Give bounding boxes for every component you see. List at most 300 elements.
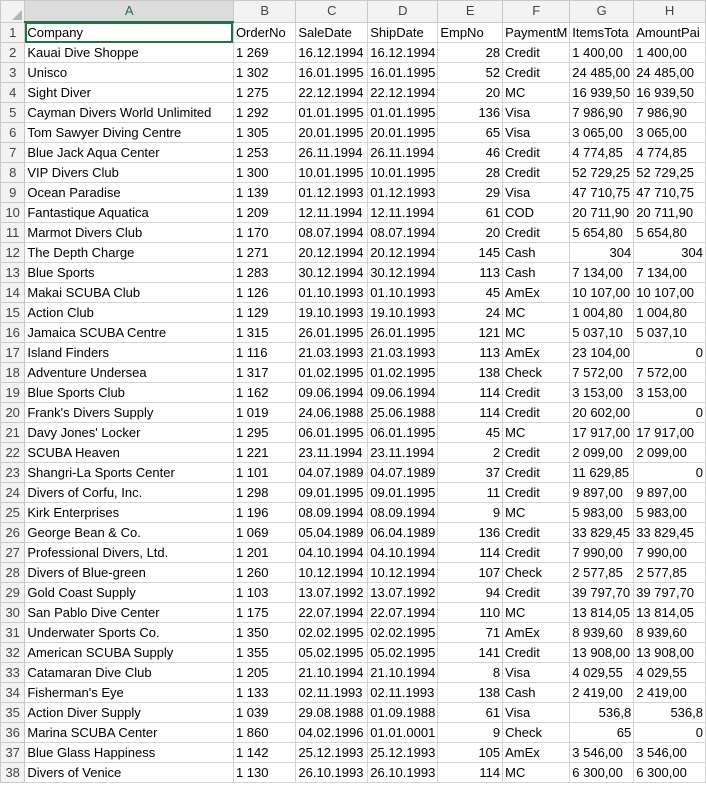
cell-e17[interactable]: 113 [438, 343, 503, 363]
cell-b29[interactable]: 1 103 [233, 583, 295, 603]
cell-g10[interactable]: 20 711,90 [570, 203, 634, 223]
cell-e22[interactable]: 2 [438, 443, 503, 463]
cell-a24[interactable]: Divers of Corfu, Inc. [25, 483, 234, 503]
cell-c2[interactable]: 16.12.1994 [296, 43, 368, 63]
cell-f13[interactable]: Cash [503, 263, 570, 283]
cell-b1[interactable]: OrderNo [233, 22, 295, 43]
cell-f26[interactable]: Credit [503, 523, 570, 543]
row-header-3[interactable]: 3 [1, 63, 25, 83]
cell-a3[interactable]: Unisco [25, 63, 234, 83]
cell-d6[interactable]: 20.01.1995 [368, 123, 438, 143]
cell-h18[interactable]: 7 572,00 [634, 363, 706, 383]
cell-b19[interactable]: 1 162 [233, 383, 295, 403]
cell-b21[interactable]: 1 295 [233, 423, 295, 443]
cell-a15[interactable]: Action Club [25, 303, 234, 323]
row-header-16[interactable]: 16 [1, 323, 25, 343]
cell-h26[interactable]: 33 829,45 [634, 523, 706, 543]
cell-a1[interactable]: Company [25, 22, 234, 43]
cell-g27[interactable]: 7 990,00 [570, 543, 634, 563]
cell-f1[interactable]: PaymentM [503, 22, 570, 43]
cell-h37[interactable]: 3 546,00 [634, 743, 706, 763]
cell-e14[interactable]: 45 [438, 283, 503, 303]
cell-d5[interactable]: 01.01.1995 [368, 103, 438, 123]
cell-c18[interactable]: 01.02.1995 [296, 363, 368, 383]
cell-e7[interactable]: 46 [438, 143, 503, 163]
cell-a4[interactable]: Sight Diver [25, 83, 234, 103]
cell-g28[interactable]: 2 577,85 [570, 563, 634, 583]
cell-h29[interactable]: 39 797,70 [634, 583, 706, 603]
column-header-e[interactable]: E [438, 1, 503, 23]
cell-g24[interactable]: 9 897,00 [570, 483, 634, 503]
cell-a33[interactable]: Catamaran Dive Club [25, 663, 234, 683]
cell-e32[interactable]: 141 [438, 643, 503, 663]
cell-h15[interactable]: 1 004,80 [634, 303, 706, 323]
cell-g30[interactable]: 13 814,05 [570, 603, 634, 623]
cell-f8[interactable]: Credit [503, 163, 570, 183]
cell-g35[interactable]: 536,8 [570, 703, 634, 723]
cell-c30[interactable]: 22.07.1994 [296, 603, 368, 623]
cell-a2[interactable]: Kauai Dive Shoppe [25, 43, 234, 63]
cell-f35[interactable]: Visa [503, 703, 570, 723]
cell-d3[interactable]: 16.01.1995 [368, 63, 438, 83]
cell-e30[interactable]: 110 [438, 603, 503, 623]
cell-e21[interactable]: 45 [438, 423, 503, 443]
cell-b22[interactable]: 1 221 [233, 443, 295, 463]
cell-h13[interactable]: 7 134,00 [634, 263, 706, 283]
cell-g34[interactable]: 2 419,00 [570, 683, 634, 703]
cell-b23[interactable]: 1 101 [233, 463, 295, 483]
cell-b38[interactable]: 1 130 [233, 763, 295, 783]
cell-d15[interactable]: 19.10.1993 [368, 303, 438, 323]
row-header-35[interactable]: 35 [1, 703, 25, 723]
cell-d32[interactable]: 05.02.1995 [368, 643, 438, 663]
cell-d28[interactable]: 10.12.1994 [368, 563, 438, 583]
cell-c28[interactable]: 10.12.1994 [296, 563, 368, 583]
cell-e18[interactable]: 138 [438, 363, 503, 383]
cell-d14[interactable]: 01.10.1993 [368, 283, 438, 303]
cell-b2[interactable]: 1 269 [233, 43, 295, 63]
cell-f12[interactable]: Cash [503, 243, 570, 263]
cell-g38[interactable]: 6 300,00 [570, 763, 634, 783]
cell-c17[interactable]: 21.03.1993 [296, 343, 368, 363]
row-header-2[interactable]: 2 [1, 43, 25, 63]
cell-b13[interactable]: 1 283 [233, 263, 295, 283]
row-header-14[interactable]: 14 [1, 283, 25, 303]
cell-h31[interactable]: 8 939,60 [634, 623, 706, 643]
row-header-22[interactable]: 22 [1, 443, 25, 463]
cell-d19[interactable]: 09.06.1994 [368, 383, 438, 403]
cell-b36[interactable]: 1 860 [233, 723, 295, 743]
row-header-21[interactable]: 21 [1, 423, 25, 443]
column-header-a[interactable]: A [25, 1, 234, 23]
cell-d21[interactable]: 06.01.1995 [368, 423, 438, 443]
cell-d7[interactable]: 26.11.1994 [368, 143, 438, 163]
cell-g18[interactable]: 7 572,00 [570, 363, 634, 383]
cell-h36[interactable]: 0 [634, 723, 706, 743]
cell-h4[interactable]: 16 939,50 [634, 83, 706, 103]
cell-e1[interactable]: EmpNo [438, 22, 503, 43]
row-header-8[interactable]: 8 [1, 163, 25, 183]
cell-f11[interactable]: Credit [503, 223, 570, 243]
cell-h32[interactable]: 13 908,00 [634, 643, 706, 663]
cell-a5[interactable]: Cayman Divers World Unlimited [25, 103, 234, 123]
cell-g17[interactable]: 23 104,00 [570, 343, 634, 363]
row-header-11[interactable]: 11 [1, 223, 25, 243]
cell-a27[interactable]: Professional Divers, Ltd. [25, 543, 234, 563]
row-header-30[interactable]: 30 [1, 603, 25, 623]
row-header-25[interactable]: 25 [1, 503, 25, 523]
cell-h22[interactable]: 2 099,00 [634, 443, 706, 463]
cell-b12[interactable]: 1 271 [233, 243, 295, 263]
row-header-33[interactable]: 33 [1, 663, 25, 683]
cell-f9[interactable]: Visa [503, 183, 570, 203]
cell-f30[interactable]: MC [503, 603, 570, 623]
cell-a25[interactable]: Kirk Enterprises [25, 503, 234, 523]
cell-h16[interactable]: 5 037,10 [634, 323, 706, 343]
cell-g19[interactable]: 3 153,00 [570, 383, 634, 403]
column-header-c[interactable]: C [296, 1, 368, 23]
cell-h35[interactable]: 536,8 [634, 703, 706, 723]
cell-g25[interactable]: 5 983,00 [570, 503, 634, 523]
cell-e29[interactable]: 94 [438, 583, 503, 603]
cell-c33[interactable]: 21.10.1994 [296, 663, 368, 683]
cell-d35[interactable]: 01.09.1988 [368, 703, 438, 723]
cell-a31[interactable]: Underwater Sports Co. [25, 623, 234, 643]
cell-b24[interactable]: 1 298 [233, 483, 295, 503]
cell-c32[interactable]: 05.02.1995 [296, 643, 368, 663]
row-header-28[interactable]: 28 [1, 563, 25, 583]
cell-e3[interactable]: 52 [438, 63, 503, 83]
cell-c27[interactable]: 04.10.1994 [296, 543, 368, 563]
row-header-10[interactable]: 10 [1, 203, 25, 223]
cell-g33[interactable]: 4 029,55 [570, 663, 634, 683]
cell-g4[interactable]: 16 939,50 [570, 83, 634, 103]
cell-b32[interactable]: 1 355 [233, 643, 295, 663]
cell-f29[interactable]: Credit [503, 583, 570, 603]
cell-c15[interactable]: 19.10.1993 [296, 303, 368, 323]
cell-h2[interactable]: 1 400,00 [634, 43, 706, 63]
cell-d18[interactable]: 01.02.1995 [368, 363, 438, 383]
cell-h14[interactable]: 10 107,00 [634, 283, 706, 303]
cell-e19[interactable]: 114 [438, 383, 503, 403]
cell-b33[interactable]: 1 205 [233, 663, 295, 683]
cell-a9[interactable]: Ocean Paradise [25, 183, 234, 203]
cell-a16[interactable]: Jamaica SCUBA Centre [25, 323, 234, 343]
column-header-f[interactable]: F [503, 1, 570, 23]
cell-c12[interactable]: 20.12.1994 [296, 243, 368, 263]
cell-d38[interactable]: 26.10.1993 [368, 763, 438, 783]
cell-f28[interactable]: Check [503, 563, 570, 583]
cell-c13[interactable]: 30.12.1994 [296, 263, 368, 283]
cell-e24[interactable]: 11 [438, 483, 503, 503]
cell-c8[interactable]: 10.01.1995 [296, 163, 368, 183]
cell-e12[interactable]: 145 [438, 243, 503, 263]
cell-f7[interactable]: Credit [503, 143, 570, 163]
cell-a8[interactable]: VIP Divers Club [25, 163, 234, 183]
cell-g11[interactable]: 5 654,80 [570, 223, 634, 243]
cell-b20[interactable]: 1 019 [233, 403, 295, 423]
cell-e13[interactable]: 113 [438, 263, 503, 283]
cell-h17[interactable]: 0 [634, 343, 706, 363]
cell-c11[interactable]: 08.07.1994 [296, 223, 368, 243]
cell-b4[interactable]: 1 275 [233, 83, 295, 103]
cell-b26[interactable]: 1 069 [233, 523, 295, 543]
cell-f32[interactable]: Credit [503, 643, 570, 663]
cell-c22[interactable]: 23.11.1994 [296, 443, 368, 463]
cell-d24[interactable]: 09.01.1995 [368, 483, 438, 503]
cell-h30[interactable]: 13 814,05 [634, 603, 706, 623]
cell-g36[interactable]: 65 [570, 723, 634, 743]
cell-a10[interactable]: Fantastique Aquatica [25, 203, 234, 223]
cell-g31[interactable]: 8 939,60 [570, 623, 634, 643]
cell-g2[interactable]: 1 400,00 [570, 43, 634, 63]
row-header-32[interactable]: 32 [1, 643, 25, 663]
cell-g22[interactable]: 2 099,00 [570, 443, 634, 463]
cell-h27[interactable]: 7 990,00 [634, 543, 706, 563]
cell-d26[interactable]: 06.04.1989 [368, 523, 438, 543]
cell-h8[interactable]: 52 729,25 [634, 163, 706, 183]
cell-d27[interactable]: 04.10.1994 [368, 543, 438, 563]
cell-d17[interactable]: 21.03.1993 [368, 343, 438, 363]
cell-c3[interactable]: 16.01.1995 [296, 63, 368, 83]
cell-c23[interactable]: 04.07.1989 [296, 463, 368, 483]
cell-g12[interactable]: 304 [570, 243, 634, 263]
cell-h7[interactable]: 4 774,85 [634, 143, 706, 163]
cell-h6[interactable]: 3 065,00 [634, 123, 706, 143]
cell-d20[interactable]: 25.06.1988 [368, 403, 438, 423]
cell-f22[interactable]: Credit [503, 443, 570, 463]
row-header-1[interactable]: 1 [1, 22, 25, 43]
cell-f14[interactable]: AmEx [503, 283, 570, 303]
cell-a12[interactable]: The Depth Charge [25, 243, 234, 263]
cell-e37[interactable]: 105 [438, 743, 503, 763]
cell-f31[interactable]: AmEx [503, 623, 570, 643]
cell-d30[interactable]: 22.07.1994 [368, 603, 438, 623]
cell-c29[interactable]: 13.07.1992 [296, 583, 368, 603]
cell-f19[interactable]: Credit [503, 383, 570, 403]
cell-e31[interactable]: 71 [438, 623, 503, 643]
cell-a23[interactable]: Shangri-La Sports Center [25, 463, 234, 483]
row-header-4[interactable]: 4 [1, 83, 25, 103]
cell-f2[interactable]: Credit [503, 43, 570, 63]
cell-d13[interactable]: 30.12.1994 [368, 263, 438, 283]
row-header-20[interactable]: 20 [1, 403, 25, 423]
cell-g16[interactable]: 5 037,10 [570, 323, 634, 343]
cell-d33[interactable]: 21.10.1994 [368, 663, 438, 683]
cell-h38[interactable]: 6 300,00 [634, 763, 706, 783]
row-header-38[interactable]: 38 [1, 763, 25, 783]
cell-b28[interactable]: 1 260 [233, 563, 295, 583]
cell-e8[interactable]: 28 [438, 163, 503, 183]
column-header-b[interactable]: B [233, 1, 295, 23]
cell-a11[interactable]: Marmot Divers Club [25, 223, 234, 243]
cell-f18[interactable]: Check [503, 363, 570, 383]
cell-f17[interactable]: AmEx [503, 343, 570, 363]
cell-f27[interactable]: Credit [503, 543, 570, 563]
row-header-36[interactable]: 36 [1, 723, 25, 743]
cell-a13[interactable]: Blue Sports [25, 263, 234, 283]
cell-b5[interactable]: 1 292 [233, 103, 295, 123]
cell-c35[interactable]: 29.08.1988 [296, 703, 368, 723]
cell-c16[interactable]: 26.01.1995 [296, 323, 368, 343]
row-header-13[interactable]: 13 [1, 263, 25, 283]
row-header-5[interactable]: 5 [1, 103, 25, 123]
cell-b9[interactable]: 1 139 [233, 183, 295, 203]
cell-e25[interactable]: 9 [438, 503, 503, 523]
cell-e6[interactable]: 65 [438, 123, 503, 143]
cell-c14[interactable]: 01.10.1993 [296, 283, 368, 303]
row-header-37[interactable]: 37 [1, 743, 25, 763]
cell-g8[interactable]: 52 729,25 [570, 163, 634, 183]
cell-b11[interactable]: 1 170 [233, 223, 295, 243]
cell-g6[interactable]: 3 065,00 [570, 123, 634, 143]
cell-e35[interactable]: 61 [438, 703, 503, 723]
row-header-34[interactable]: 34 [1, 683, 25, 703]
cell-f33[interactable]: Visa [503, 663, 570, 683]
column-header-h[interactable]: H [634, 1, 706, 23]
cell-e38[interactable]: 114 [438, 763, 503, 783]
row-header-12[interactable]: 12 [1, 243, 25, 263]
row-header-9[interactable]: 9 [1, 183, 25, 203]
cell-h24[interactable]: 9 897,00 [634, 483, 706, 503]
cell-b14[interactable]: 1 126 [233, 283, 295, 303]
cell-f38[interactable]: MC [503, 763, 570, 783]
cell-d2[interactable]: 16.12.1994 [368, 43, 438, 63]
cell-d34[interactable]: 02.11.1993 [368, 683, 438, 703]
cell-f25[interactable]: MC [503, 503, 570, 523]
column-header-d[interactable]: D [368, 1, 438, 23]
cell-c4[interactable]: 22.12.1994 [296, 83, 368, 103]
cell-a7[interactable]: Blue Jack Aqua Center [25, 143, 234, 163]
cell-c5[interactable]: 01.01.1995 [296, 103, 368, 123]
cell-f34[interactable]: Cash [503, 683, 570, 703]
cell-f6[interactable]: Visa [503, 123, 570, 143]
cell-e28[interactable]: 107 [438, 563, 503, 583]
cell-e23[interactable]: 37 [438, 463, 503, 483]
cell-b8[interactable]: 1 300 [233, 163, 295, 183]
cell-g29[interactable]: 39 797,70 [570, 583, 634, 603]
cell-e16[interactable]: 121 [438, 323, 503, 343]
cell-f36[interactable]: Check [503, 723, 570, 743]
select-all-corner[interactable] [1, 1, 25, 23]
cell-c24[interactable]: 09.01.1995 [296, 483, 368, 503]
cell-h10[interactable]: 20 711,90 [634, 203, 706, 223]
cell-e10[interactable]: 61 [438, 203, 503, 223]
cell-e27[interactable]: 114 [438, 543, 503, 563]
cell-h33[interactable]: 4 029,55 [634, 663, 706, 683]
row-header-6[interactable]: 6 [1, 123, 25, 143]
cell-g26[interactable]: 33 829,45 [570, 523, 634, 543]
cell-d8[interactable]: 10.01.1995 [368, 163, 438, 183]
row-header-17[interactable]: 17 [1, 343, 25, 363]
cell-f23[interactable]: Credit [503, 463, 570, 483]
cell-e11[interactable]: 20 [438, 223, 503, 243]
cell-g15[interactable]: 1 004,80 [570, 303, 634, 323]
cell-g13[interactable]: 7 134,00 [570, 263, 634, 283]
cell-b37[interactable]: 1 142 [233, 743, 295, 763]
cell-a32[interactable]: American SCUBA Supply [25, 643, 234, 663]
cell-g37[interactable]: 3 546,00 [570, 743, 634, 763]
cell-a20[interactable]: Frank's Divers Supply [25, 403, 234, 423]
cell-e33[interactable]: 8 [438, 663, 503, 683]
cell-d23[interactable]: 04.07.1989 [368, 463, 438, 483]
cell-c25[interactable]: 08.09.1994 [296, 503, 368, 523]
cell-b15[interactable]: 1 129 [233, 303, 295, 323]
cell-a18[interactable]: Adventure Undersea [25, 363, 234, 383]
cell-c21[interactable]: 06.01.1995 [296, 423, 368, 443]
cell-a22[interactable]: SCUBA Heaven [25, 443, 234, 463]
cell-e36[interactable]: 9 [438, 723, 503, 743]
cell-b31[interactable]: 1 350 [233, 623, 295, 643]
cell-b3[interactable]: 1 302 [233, 63, 295, 83]
cell-a38[interactable]: Divers of Venice [25, 763, 234, 783]
cell-d11[interactable]: 08.07.1994 [368, 223, 438, 243]
column-header-g[interactable]: G [570, 1, 634, 23]
cell-c38[interactable]: 26.10.1993 [296, 763, 368, 783]
cell-d31[interactable]: 02.02.1995 [368, 623, 438, 643]
cell-b35[interactable]: 1 039 [233, 703, 295, 723]
cell-h25[interactable]: 5 983,00 [634, 503, 706, 523]
cell-e4[interactable]: 20 [438, 83, 503, 103]
cell-a29[interactable]: Gold Coast Supply [25, 583, 234, 603]
cell-d16[interactable]: 26.01.1995 [368, 323, 438, 343]
cell-a26[interactable]: George Bean & Co. [25, 523, 234, 543]
cell-a28[interactable]: Divers of Blue-green [25, 563, 234, 583]
row-header-27[interactable]: 27 [1, 543, 25, 563]
cell-f20[interactable]: Credit [503, 403, 570, 423]
cell-f4[interactable]: MC [503, 83, 570, 103]
cell-h23[interactable]: 0 [634, 463, 706, 483]
cell-h9[interactable]: 47 710,75 [634, 183, 706, 203]
cell-d37[interactable]: 25.12.1993 [368, 743, 438, 763]
row-header-7[interactable]: 7 [1, 143, 25, 163]
cell-c26[interactable]: 05.04.1989 [296, 523, 368, 543]
cell-a6[interactable]: Tom Sawyer Diving Centre [25, 123, 234, 143]
cell-b17[interactable]: 1 116 [233, 343, 295, 363]
cell-g1[interactable]: ItemsTota [570, 22, 634, 43]
cell-d22[interactable]: 23.11.1994 [368, 443, 438, 463]
cell-h3[interactable]: 24 485,00 [634, 63, 706, 83]
cell-c31[interactable]: 02.02.1995 [296, 623, 368, 643]
row-header-23[interactable]: 23 [1, 463, 25, 483]
cell-e5[interactable]: 136 [438, 103, 503, 123]
cell-c1[interactable]: SaleDate [296, 22, 368, 43]
cell-f16[interactable]: MC [503, 323, 570, 343]
cell-a35[interactable]: Action Diver Supply [25, 703, 234, 723]
cell-c10[interactable]: 12.11.1994 [296, 203, 368, 223]
cell-g14[interactable]: 10 107,00 [570, 283, 634, 303]
cell-c20[interactable]: 24.06.1988 [296, 403, 368, 423]
row-header-24[interactable]: 24 [1, 483, 25, 503]
cell-b25[interactable]: 1 196 [233, 503, 295, 523]
cell-d4[interactable]: 22.12.1994 [368, 83, 438, 103]
cell-g3[interactable]: 24 485,00 [570, 63, 634, 83]
cell-h5[interactable]: 7 986,90 [634, 103, 706, 123]
cell-c6[interactable]: 20.01.1995 [296, 123, 368, 143]
cell-a36[interactable]: Marina SCUBA Center [25, 723, 234, 743]
row-header-31[interactable]: 31 [1, 623, 25, 643]
cell-h28[interactable]: 2 577,85 [634, 563, 706, 583]
cell-b34[interactable]: 1 133 [233, 683, 295, 703]
cell-e26[interactable]: 136 [438, 523, 503, 543]
cell-g7[interactable]: 4 774,85 [570, 143, 634, 163]
cell-a34[interactable]: Fisherman's Eye [25, 683, 234, 703]
cell-g20[interactable]: 20 602,00 [570, 403, 634, 423]
cell-d36[interactable]: 01.01.0001 [368, 723, 438, 743]
cell-c34[interactable]: 02.11.1993 [296, 683, 368, 703]
cell-e15[interactable]: 24 [438, 303, 503, 323]
cell-c37[interactable]: 25.12.1993 [296, 743, 368, 763]
